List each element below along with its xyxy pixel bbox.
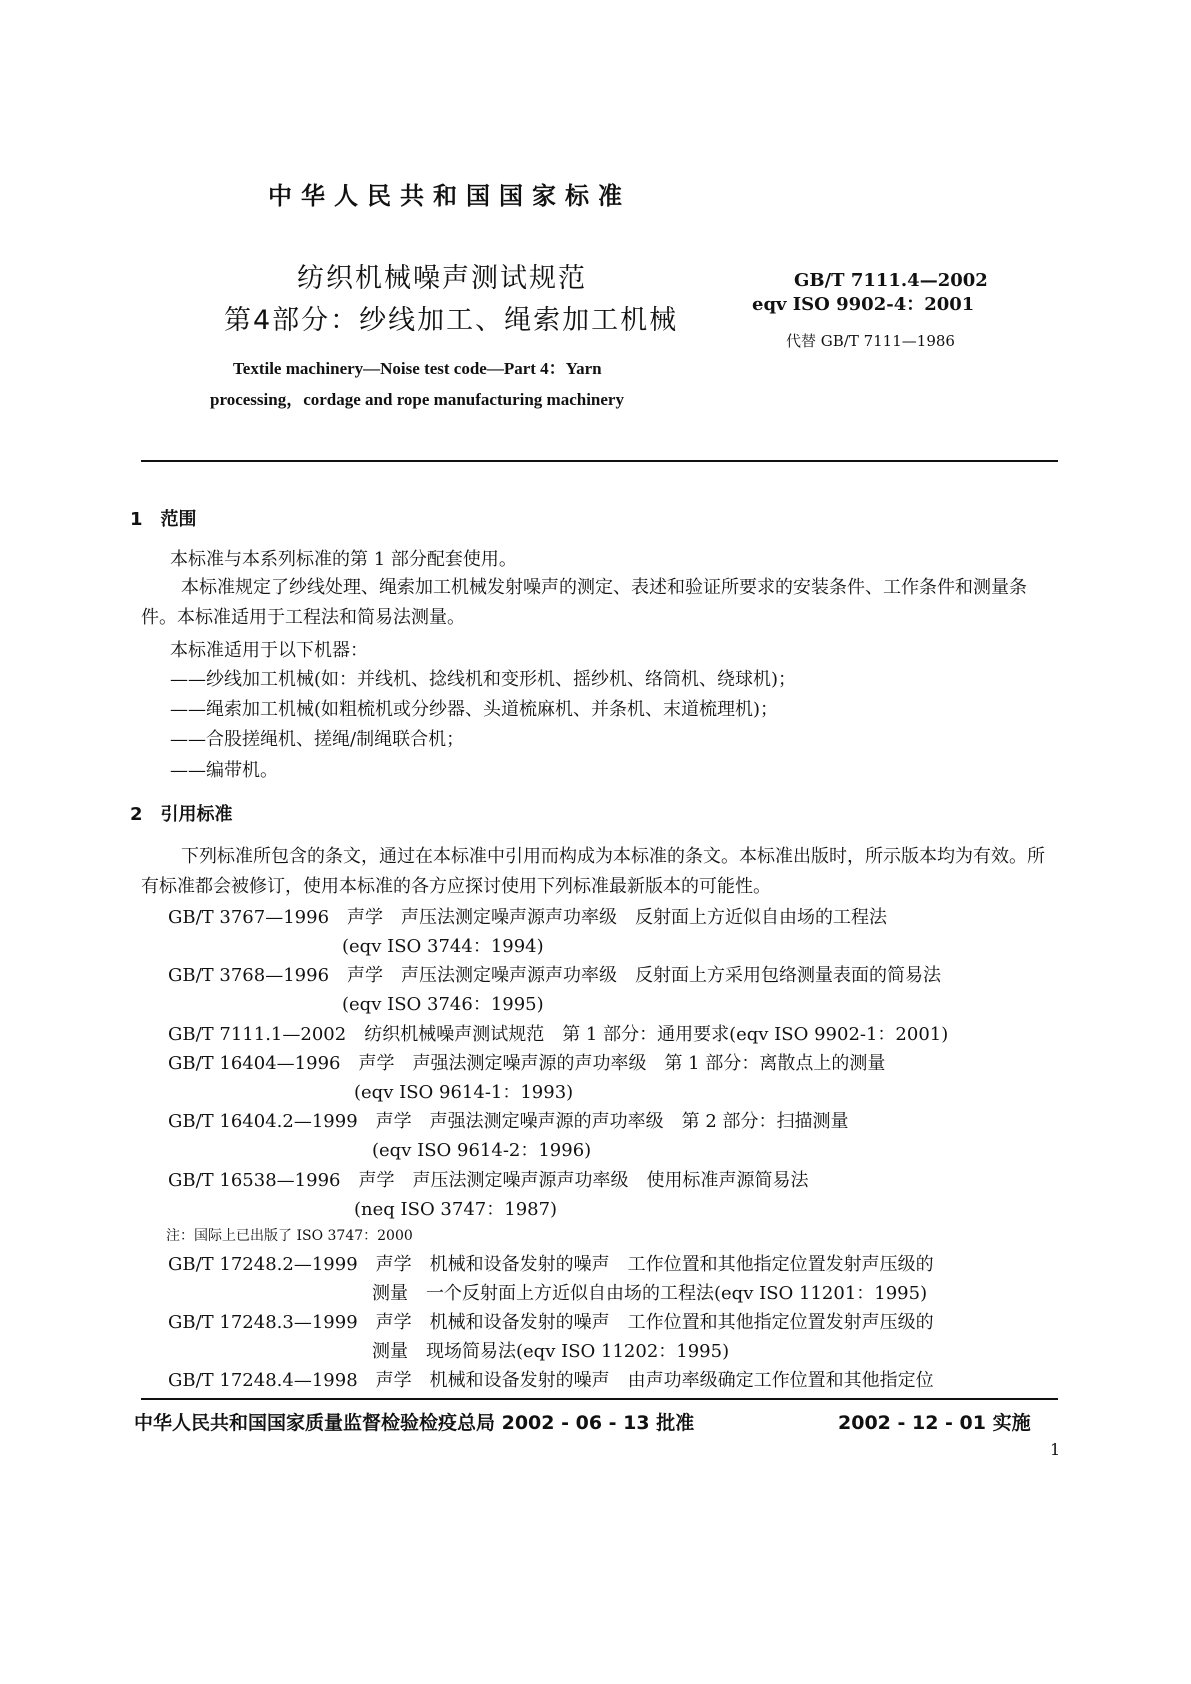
footer-divider [141,1398,1058,1400]
reference-entry: (eqv ISO 9614-2：1996) [372,1140,592,1161]
title-en-line2: processing，cordage and rope manufacturing machinery [210,390,624,409]
reference-entry: (eqv ISO 3746：1995) [342,994,544,1015]
reference-entry: GB/T 16404—1996 声学 声强法测定噪声源的声功率级 第 1 部分：离散点上的测量 [168,1053,886,1074]
section-2-heading: 2 引用标准 [130,804,233,825]
s1-paragraph-2: 本标准规定了纱线处理、绳索加工机械发射噪声的测定、表述和验证所要求的安装条件、工作条件和测量条件。本标准适用于工程法和简易法测量。 [141,577,1027,628]
reference-entry: (eqv ISO 3744：1994) [342,936,544,957]
reference-entry: GB/T 16404.2—1999 声学 声强法测定噪声源的声功率级 第 2 部分：扫描测量 [168,1111,849,1132]
implementation-date: 2002 - 12 - 01 实施 [838,1412,1031,1434]
reference-entry: GB/T 7111.1—2002 纺织机械噪声测试规范 第 1 部分：通用要求(eqv ISO 9902-1：2001) [168,1024,949,1045]
reference-entry: GB/T 17248.4—1998 声学 机械和设备发射的噪声 由声功率级确定工作位置和其他指定位 [168,1370,934,1391]
reference-entry: (eqv ISO 9614-1：1993) [354,1082,574,1103]
national-standard-title: 中华人民共和国国家标准 [268,182,631,210]
standard-equivalent: eqv ISO 9902-4：2001 [752,294,975,315]
reference-note: 注：国际上已出版了 ISO 3747：2000 [166,1228,413,1244]
reference-entry: 测量 一个反射面上方近似自由场的工程法(eqv ISO 11201：1995) [372,1283,928,1304]
s1-paragraph-1: 本标准与本系列标准的第 1 部分配套使用。 [170,549,517,570]
s2-paragraph-1: 下列标准所包含的条文，通过在本标准中引用而构成为本标准的条文。本标准出版时，所示版本均为有效。所有标准都会被修订，使用本标准的各方应探讨使用下列标准最新版本的可能性。 [141,846,1045,897]
reference-entry: (neq ISO 3747：1987) [354,1199,558,1220]
reference-entry: 测量 现场简易法(eqv ISO 11202：1995) [372,1341,730,1362]
s1-list-item: ——绳索加工机械(如粗梳机或分纱器、头道梳麻机、并条机、末道梳理机)； [170,699,779,720]
section-1-heading: 1 范围 [130,509,197,530]
reference-entry: GB/T 16538—1996 声学 声压法测定噪声源声功率级 使用标准声源简易法 [168,1170,809,1191]
reference-entry: GB/T 17248.3—1999 声学 机械和设备发射的噪声 工作位置和其他指定位置发射声压级的 [168,1312,934,1333]
s1-list-item: ——编带机。 [170,760,278,781]
s1-list-item: ——纱线加工机械(如：并线机、捻线机和变形机、摇纱机、络筒机、绕球机)； [170,669,797,690]
s1-paragraph-3: 本标准适用于以下机器： [170,640,368,661]
standard-number: GB/T 7111.4—2002 [794,270,988,291]
reference-entry: GB/T 3767—1996 声学 声压法测定噪声源声功率级 反射面上方近似自由场的工程法 [168,907,888,928]
s1-list-item: ——合股搓绳机、搓绳/制绳联合机； [170,729,465,750]
standard-replaces: 代替 GB/T 7111—1986 [786,332,955,350]
reference-entry: GB/T 17248.2—1999 声学 机械和设备发射的噪声 工作位置和其他指定位置发射声压级的 [168,1254,934,1275]
title-en-line1: Textile machinery—Noise test code—Part 4：Yarn [233,359,602,378]
reference-entry: GB/T 3768—1996 声学 声压法测定噪声源声功率级 反射面上方采用包络测量表面的简易法 [168,965,942,986]
page-number: 1 [1050,1440,1061,1459]
title-cn-line1: 纺织机械噪声测试规范 [297,263,587,294]
title-cn-line2: 第4部分：纱线加工、绳索加工机械 [224,305,679,336]
header-divider [141,460,1058,462]
approval-line: 中华人民共和国国家质量监督检验检疫总局 2002 - 06 - 13 批准 [134,1412,695,1434]
